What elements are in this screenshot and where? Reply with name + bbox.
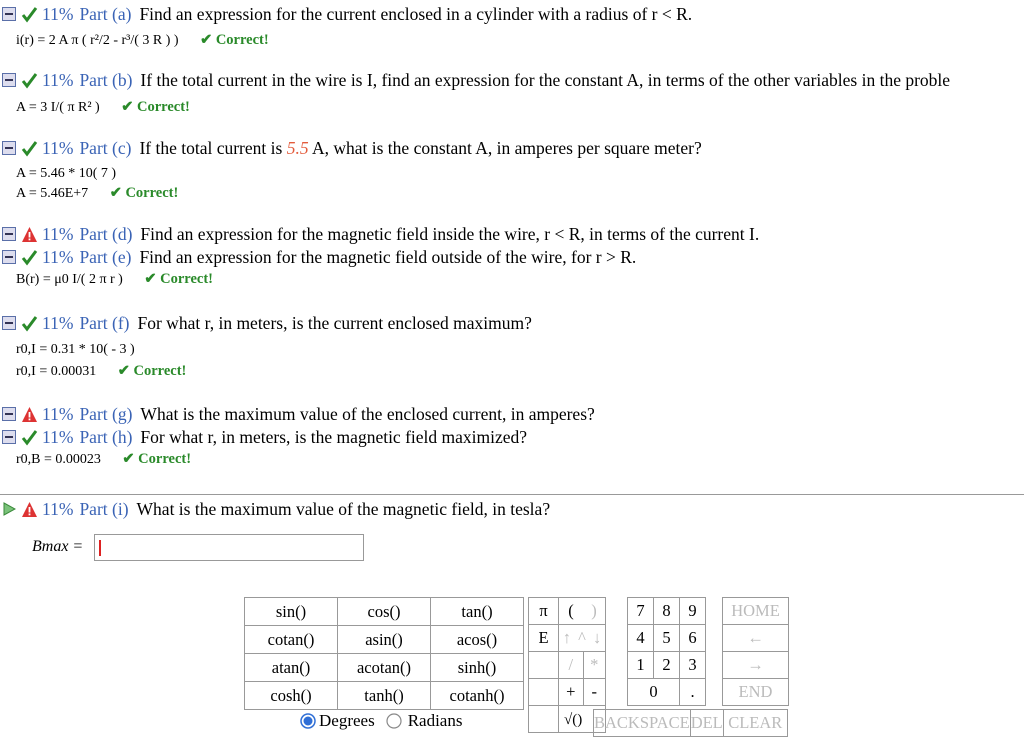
keypad-row	[245, 626, 524, 654]
part-g-header	[0, 402, 595, 426]
up-arrow-button[interactable]: ↑	[562, 628, 571, 647]
backspace-button[interactable]: BACKSPACE	[594, 710, 691, 737]
answer-text: r0,I = 0.00031	[16, 364, 97, 379]
plus-button[interactable]: +	[559, 679, 584, 706]
part-title: Part (e)	[79, 246, 132, 267]
digit-keypad	[627, 597, 706, 706]
part-percent: 11%	[42, 312, 74, 333]
keypad-row	[628, 625, 706, 652]
check-icon	[21, 315, 38, 332]
answer-text: B(r) = μ0 I/( 2 π r )	[16, 272, 123, 287]
keypad-row	[723, 679, 789, 706]
keypad-row	[723, 625, 789, 652]
part-title: Part (c)	[79, 137, 132, 158]
correct-label: ✔ Correct!	[122, 451, 192, 467]
collapse-icon[interactable]	[2, 407, 16, 421]
digit-1-button[interactable]: 1	[628, 652, 654, 679]
multiply-button[interactable]: *	[583, 652, 606, 679]
left-arrow-button[interactable]: ←	[723, 625, 789, 652]
end-button[interactable]: END	[723, 679, 789, 706]
part-question: For what r, in meters, is the magnetic field maximized?	[140, 426, 528, 447]
part-question: Find an expression for the magnetic field outside of the wire, for r > R.	[139, 246, 637, 267]
radians-radio[interactable]	[386, 713, 402, 729]
divider	[0, 494, 1024, 495]
minus-button[interactable]: -	[583, 679, 606, 706]
digit-9-button[interactable]: 9	[680, 598, 706, 625]
answer-h	[16, 451, 191, 468]
keypad-row	[529, 598, 606, 625]
keypad-row	[245, 654, 524, 682]
asin-button[interactable]: asin()	[338, 626, 431, 654]
answer-text: A = 5.46 * 10( 7 )	[16, 166, 117, 181]
keypad-row	[628, 652, 706, 679]
answer-b	[16, 99, 190, 116]
check-icon	[21, 72, 38, 89]
sinh-button[interactable]: sinh()	[431, 654, 524, 682]
part-percent: 11%	[42, 3, 74, 24]
collapse-icon[interactable]	[2, 250, 16, 264]
digit-6-button[interactable]: 6	[680, 625, 706, 652]
question-text: If the total current is	[139, 137, 283, 158]
answer-text: A = 5.46E+7	[16, 186, 89, 201]
collapse-icon[interactable]	[2, 430, 16, 444]
keypad-row	[594, 710, 788, 737]
warning-icon	[21, 501, 38, 518]
atan-button[interactable]: atan()	[245, 654, 338, 682]
question-text: A, what is the constant A, in amperes per square meter?	[311, 137, 702, 158]
part-question: For what r, in meters, is the current enclosed maximum?	[137, 312, 532, 333]
part-question: Find an expression for the magnetic field inside the wire, r < R, in terms of the current I.	[140, 223, 760, 244]
radians-label: Radians	[407, 711, 463, 730]
acos-button[interactable]: acos()	[431, 626, 524, 654]
digit-3-button[interactable]: 3	[680, 652, 706, 679]
down-arrow-button[interactable]: ↓	[593, 628, 602, 647]
pi-button[interactable]: π	[529, 598, 559, 625]
part-e-header	[0, 245, 636, 269]
delete-button[interactable]: DEL	[690, 710, 723, 737]
part-d-header	[0, 222, 759, 246]
home-button[interactable]: HOME	[723, 598, 789, 625]
part-question: What is the maximum value of the magnetic field, in tesla?	[136, 498, 551, 519]
part-question	[139, 138, 701, 159]
input-label: Bmax =	[32, 538, 84, 555]
arrow-keys	[559, 625, 606, 652]
collapse-icon[interactable]	[2, 316, 16, 330]
part-question: Find an expression for the current enclosed in a cylinder with a radius of r < R.	[139, 3, 693, 24]
answer-text: A = 3 I/( π R² )	[16, 100, 100, 115]
warning-icon	[21, 226, 38, 243]
part-h-header	[0, 425, 527, 449]
correct-label: ✔ Correct!	[200, 32, 269, 48]
open-paren-button[interactable]: (	[559, 598, 584, 625]
answer-c-value	[16, 185, 178, 202]
answer-input[interactable]	[94, 534, 364, 561]
digit-2-button[interactable]: 2	[654, 652, 680, 679]
correct-label: ✔ Correct!	[117, 363, 187, 379]
digit-7-button[interactable]: 7	[628, 598, 654, 625]
collapse-icon[interactable]	[2, 141, 16, 155]
correct-label: ✔ Correct!	[109, 185, 179, 201]
part-percent: 11%	[42, 498, 74, 519]
check-icon	[21, 429, 38, 446]
part-percent: 11%	[42, 137, 74, 158]
degrees-radio[interactable]	[300, 713, 316, 729]
tan-button[interactable]: tan()	[431, 598, 524, 626]
answer-text: r0,I = 0.31 * 10( - 3 )	[16, 342, 135, 357]
answer-a	[16, 32, 269, 49]
collapse-icon[interactable]	[2, 7, 16, 21]
part-c-header	[0, 136, 702, 160]
keypad-row	[628, 679, 706, 706]
tanh-button[interactable]: tanh()	[338, 682, 431, 710]
digit-8-button[interactable]: 8	[654, 598, 680, 625]
expand-arrow-icon[interactable]	[2, 502, 16, 516]
warning-icon	[21, 406, 38, 423]
part-title: Part (f)	[79, 312, 130, 333]
close-paren-button[interactable]: )	[583, 598, 606, 625]
keypad-row	[628, 598, 706, 625]
part-i-header	[0, 497, 550, 521]
cos-button[interactable]: cos()	[338, 598, 431, 626]
keypad-row	[245, 682, 524, 710]
part-question: If the total current in the wire is I, find an expression for the constant A, in terms of the other variables in the proble	[140, 69, 951, 90]
right-arrow-button[interactable]: →	[723, 652, 789, 679]
keypad-row	[529, 679, 606, 706]
keypad-row	[723, 598, 789, 625]
part-percent: 11%	[42, 69, 74, 90]
angle-mode	[300, 711, 462, 731]
blank-cell	[529, 652, 559, 679]
blank-cell	[529, 679, 559, 706]
e-button[interactable]: E	[529, 625, 559, 652]
degrees-label: Degrees	[319, 711, 375, 730]
keypad-row	[245, 598, 524, 626]
collapse-icon[interactable]	[2, 73, 16, 87]
part-title: Part (a)	[79, 3, 132, 24]
part-percent: 11%	[42, 426, 74, 447]
sin-button[interactable]: sin()	[245, 598, 338, 626]
correct-label: ✔ Correct!	[121, 99, 190, 115]
part-title: Part (g)	[79, 403, 133, 424]
answer-e	[16, 271, 213, 288]
collapse-icon[interactable]	[2, 227, 16, 241]
function-keypad	[244, 597, 524, 710]
digit-4-button[interactable]: 4	[628, 625, 654, 652]
clear-button[interactable]: CLEAR	[723, 710, 787, 737]
part-percent: 11%	[42, 246, 74, 267]
answer-text: i(r) = 2 A π ( r²/2 - r³/( 3 R ) )	[16, 33, 179, 48]
keypad-row	[723, 652, 789, 679]
blank-cell	[529, 706, 559, 733]
part-title: Part (i)	[79, 498, 129, 519]
cotanh-button[interactable]: cotanh()	[431, 682, 524, 710]
answer-f-expression	[16, 342, 135, 358]
nav-keypad	[722, 597, 789, 706]
acotan-button[interactable]: acotan()	[338, 654, 431, 682]
cosh-button[interactable]: cosh()	[245, 682, 338, 710]
check-icon	[21, 249, 38, 266]
part-b-header	[0, 68, 950, 92]
check-icon	[21, 140, 38, 157]
check-icon	[21, 6, 38, 23]
answer-f-value	[16, 363, 186, 380]
part-title: Part (b)	[79, 69, 133, 90]
keypad-row	[529, 625, 606, 652]
decimal-button[interactable]: .	[680, 679, 706, 706]
answer-text: r0,B = 0.00023	[16, 452, 101, 467]
text-cursor	[99, 540, 101, 556]
given-value: 5.5	[286, 137, 309, 158]
correct-label: ✔ Correct!	[144, 271, 213, 287]
caret-button[interactable]: ^	[578, 628, 586, 647]
part-title: Part (h)	[79, 426, 133, 447]
answer-c-expression	[16, 166, 116, 182]
keypad-row	[529, 652, 606, 679]
part-a-header	[0, 2, 692, 26]
part-percent: 11%	[42, 223, 74, 244]
digit-0-button[interactable]: 0	[628, 679, 680, 706]
sqrt-label: √()	[564, 712, 583, 728]
part-percent: 11%	[42, 403, 74, 424]
part-question: What is the maximum value of the enclosed current, in amperes?	[140, 403, 595, 424]
digit-5-button[interactable]: 5	[654, 625, 680, 652]
cotan-button[interactable]: cotan()	[245, 626, 338, 654]
part-f-header	[0, 311, 532, 335]
part-title: Part (d)	[79, 223, 133, 244]
divide-button[interactable]: /	[559, 652, 584, 679]
edit-keypad	[593, 709, 788, 737]
